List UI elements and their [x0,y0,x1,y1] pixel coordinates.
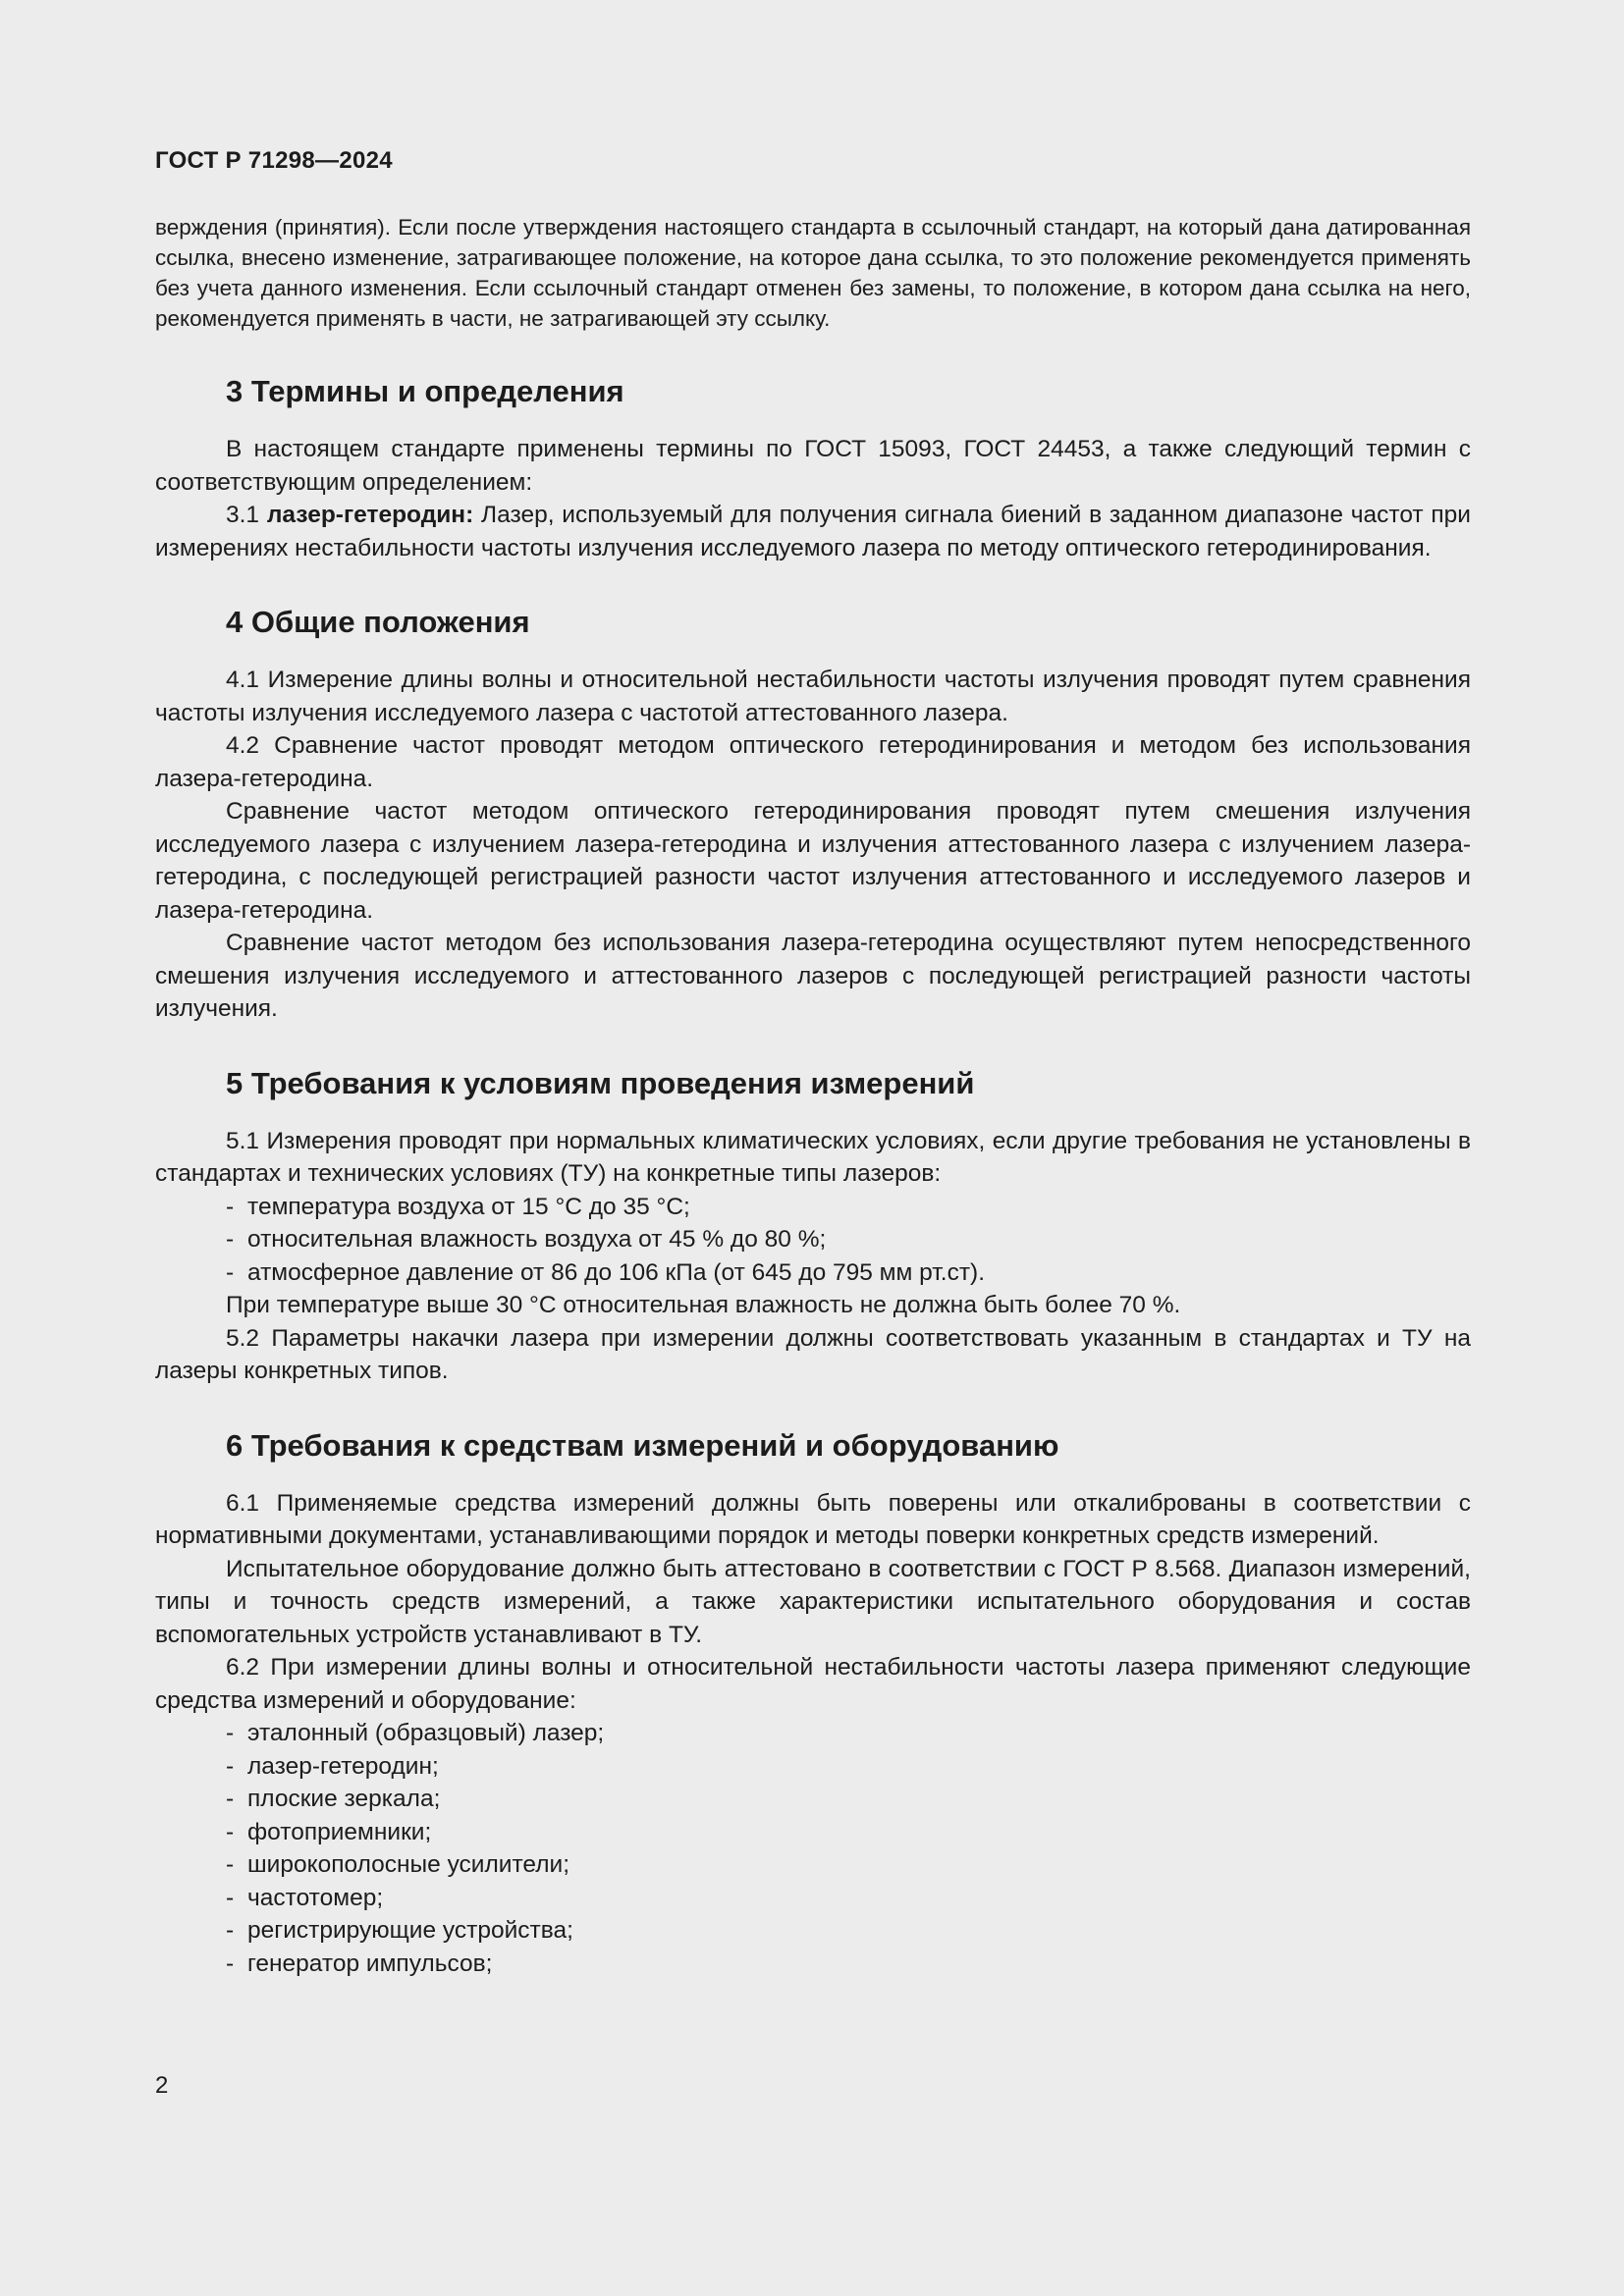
list-item: - эталонный (образцовый) лазер; [226,1720,605,1747]
section-6-paragraph-1: 6.1 Применяемые средства измерений должны быть поверены или откалиброваны в соответствии с нормативными документами, устанавливающими порядок и методы поверки конкретных средств измерений. [155,1489,1471,1550]
section-4-title: 4 Общие положения [226,605,530,640]
list-item: - регистрирующие устройства; [226,1917,573,1945]
list-item: - широкополосные усилители; [226,1851,570,1879]
list-item: - лазер-гетеродин; [226,1752,439,1780]
term-name: лазер-гетеродин: [266,502,474,529]
section-4-paragraph-2: 4.2 Сравнение частот проводят методом оптического гетеродинирования и методом без использования лазера-гетеродина. [155,732,1471,792]
document-header: ГОСТ Р 71298—2024 [155,147,393,174]
section-4-paragraph-3: Сравнение частот методом оптического гетеродинирования проводят путем смешения излучения исследуемого лазера с излучением лазера-гетеродина и излучения аттестованного лазера с излучением лазера-гетеродина, с последующей регистрацией разности частот излучения аттестованного и исследуемого лазеров и лазера-гетеродина. [155,798,1471,924]
section-3-paragraph: В настоящем стандарте применены термины по ГОСТ 15093, ГОСТ 24453, а также следующий термин с соответствующим определением: [155,436,1471,496]
list-item: - атмосферное давление от 86 до 106 кПа (от 645 до 795 мм рт.ст). [226,1258,986,1286]
list-item: - температура воздуха от 15 °С до 35 °С; [226,1193,690,1220]
document-page [155,147,1471,1980]
section-5-paragraph-2: При температуре выше 30 °С относительная влажность не должна быть более 70 %. [226,1292,1181,1319]
section-6-paragraph-2: Испытательное оборудование должно быть аттестовано в соответствии с ГОСТ Р 8.568. Диапазон измерений, типы и точность средств измерений, а также характеристики испытательного оборудования и состав вспомогательных устройств устанавливают в ТУ. [155,1555,1471,1648]
section-6-paragraph-3: 6.2 При измерении длины волны и относительной нестабильности частоты лазера применяют следующие средства измерений и оборудование: [155,1654,1471,1714]
section-5-paragraph-1: 5.1 Измерения проводят при нормальных климатических условиях, если другие требования не установлены в стандартах и технических условиях (ТУ) на конкретные типы лазеров: [155,1127,1471,1188]
list-item: - плоские зеркала; [226,1786,441,1813]
section-4-paragraph-4: Сравнение частот методом без использования лазера-гетеродина осуществляют путем непосредственного смешения излучения исследуемого и аттестованного лазеров с последующей регистрацией разности частоты излучения. [155,930,1471,1023]
intro-paragraph: верждения (принятия). Если после утверждения настоящего стандарта в ссылочный стандарт, на который дана датированная ссылка, внесено изменение, затрагивающее положение, на которое дана ссылка, то это положение рекомендуется применять без учета данного изменения. Если ссылочный стандарт отменен без замены, то положение, в котором дана ссылка на него, рекомендуется применять в части, не затрагивающей эту ссылку. [155,215,1471,331]
term-number: 3.1 [226,502,267,529]
section-5-title: 5 Требования к условиям проведения измерений [226,1065,975,1100]
section-5-paragraph-3: 5.2 Параметры накачки лазера при измерении должны соответствовать указанным в стандартах и ТУ на лазеры конкретных типов. [155,1324,1471,1385]
term-definition [155,499,1471,564]
section-6-title: 6 Требования к средствам измерений и оборудованию [226,1427,1059,1463]
list-item: - относительная влажность воздуха от 45 % до 80 %; [226,1226,827,1254]
list-item: - фотоприемники; [226,1818,432,1845]
page-number: 2 [155,2072,169,2099]
section-4-paragraph-1: 4.1 Измерение длины волны и относительной нестабильности частоты излучения проводят путем сравнения частоты излучения исследуемого лазера с частотой аттестованного лазера. [155,667,1471,726]
term-text: Лазер, используемый для получения сигнала биений в заданном диапазоне частот при измерениях нестабильности частоты излучения исследуемого лазера по методу оптического гетеродинирования. [155,502,1471,561]
list-item: - генератор импульсов; [226,1949,493,1977]
section-3-title: 3 Термины и определения [226,374,624,408]
list-item: - частотомер; [226,1884,384,1911]
